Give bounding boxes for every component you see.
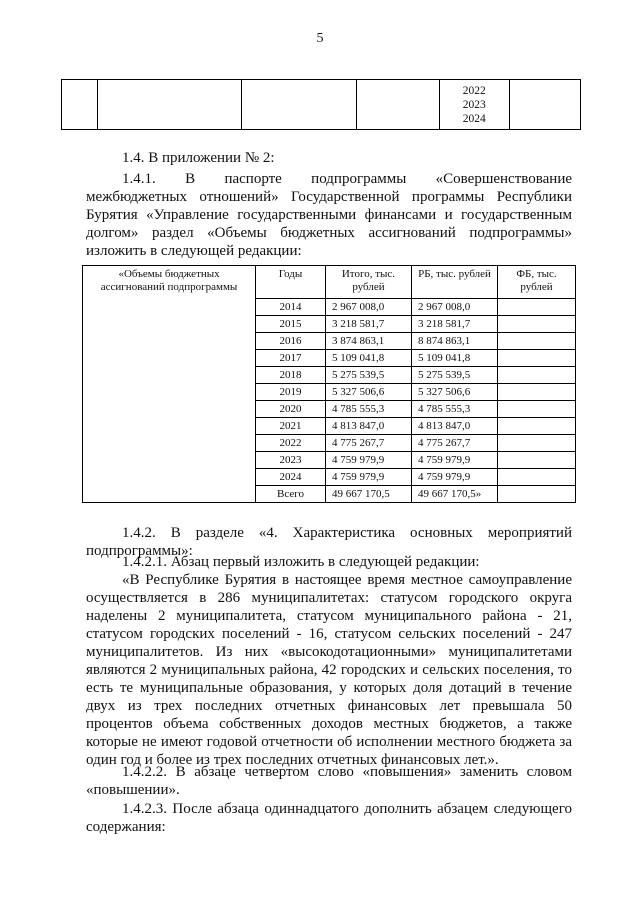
cell-fb (498, 316, 576, 333)
cell-fb (498, 452, 576, 469)
section-1-4-2-2: 1.4.2.2. В абзаце четвертом слово «повышения» заменить словом «повышении». (86, 764, 572, 798)
cell-fb (498, 418, 576, 435)
table-cell (98, 80, 242, 130)
section-1-4-2: 1.4.2. В разделе «4. Характеристика основных мероприятий подпрограммы»: (86, 525, 572, 559)
cell-rb: 4 759 979,9 (411, 452, 497, 469)
header-years: Годы (256, 266, 326, 299)
header-total: Итого, тыс. рублей (325, 266, 411, 299)
cell-total: 4 785 555,3 (325, 401, 411, 418)
section-1-4-1: 1.4.1. В паспорте подпрограммы «Совершенствование межбюджетных отношений» Государственной программы Республики Бурятия «Управление государственными финансами и государственным долгом» раздел «Объемы бюджетных ассигнований подпрограммы» изложить в следующей редакции: (86, 171, 572, 259)
header-rb: РБ, тыс. рублей (411, 266, 497, 299)
cell-total: 2 967 008,0 (325, 299, 411, 316)
cell-rb: 5 327 506,6 (411, 384, 497, 401)
cell-fb (498, 469, 576, 486)
table-cell (62, 80, 98, 130)
cell-rb: 4 759 979,9 (411, 469, 497, 486)
cell-fb (498, 299, 576, 316)
cell-year: 2016 (256, 333, 326, 350)
cell-fb (498, 401, 576, 418)
table-header-row (83, 266, 576, 299)
cell-year: 2022 (256, 435, 326, 452)
cell-fb (498, 486, 576, 503)
table-cell (356, 80, 439, 130)
cell-rb: 49 667 170,5» (411, 486, 497, 503)
cell-rb: 4 775 267,7 (411, 435, 497, 452)
section-1-4: 1.4. В приложении № 2: (122, 150, 275, 166)
cell-fb (498, 435, 576, 452)
cell-total: 5 327 506,6 (325, 384, 411, 401)
cell-rb: 3 218 581,7 (411, 316, 497, 333)
cell-total: 3 874 863,1 (325, 333, 411, 350)
table-cell (242, 80, 356, 130)
cell-year: 2024 (256, 469, 326, 486)
table-row (62, 80, 581, 130)
cell-total: 4 759 979,9 (325, 469, 411, 486)
table-cell (509, 80, 580, 130)
continuation-table (61, 79, 581, 130)
cell-year: 2015 (256, 316, 326, 333)
cell-rb: 4 785 555,3 (411, 401, 497, 418)
quote-paragraph: «В Республике Бурятия в настоящее время местное самоуправление осуществляется в 286 муниципалитетах: статусом городского округа наделены 2 муниципалитета, статусом муниципального района - 21, статусом городских поселений - 16, статусом сельских поселений - 247 муниципалитетов. Из них «высокодотационными» муниципалитетами являются 2 муниципальных района, 42 городских и сельских поселения, то есть те муниципальные образования, у которых доля дотаций в течение двух из трех последних отчетных финансовых лет превышала 50 процентов объема собственных доходов местных бюджетов, а также которые не имеют годовой отчетности об исполнении местного бюджета за один год и более из трех последних отчетных финансовых лет.». (86, 572, 572, 768)
section-1-4-2-3: 1.4.2.3. После абзаца одиннадцатого дополнить абзацем следующего содержания: (86, 801, 572, 835)
cell-total: 4 813 847,0 (325, 418, 411, 435)
cell-rb: 8 874 863,1 (411, 333, 497, 350)
year-item: 2024 (462, 112, 486, 125)
cell-year: 2021 (256, 418, 326, 435)
section-1-4-2-1: 1.4.2.1. Абзац первый изложить в следующей редакции: (122, 554, 480, 570)
cell-total: 3 218 581,7 (325, 316, 411, 333)
cell-year: 2017 (256, 350, 326, 367)
cell-rb: 5 109 041,8 (411, 350, 497, 367)
years-cell (439, 80, 509, 130)
cell-rb: 2 967 008,0 (411, 299, 497, 316)
cell-fb (498, 350, 576, 367)
cell-fb (498, 384, 576, 401)
budget-label: «Объемы бюджетных ассигнований подпрограммы (83, 266, 256, 503)
page-number: 5 (316, 31, 324, 46)
cell-total: 5 109 041,8 (325, 350, 411, 367)
cell-fb (498, 333, 576, 350)
cell-total: 4 759 979,9 (325, 452, 411, 469)
cell-year: 2023 (256, 452, 326, 469)
cell-total: 4 775 267,7 (325, 435, 411, 452)
cell-year: 2020 (256, 401, 326, 418)
cell-year: 2014 (256, 299, 326, 316)
cell-rb: 4 813 847,0 (411, 418, 497, 435)
cell-year: 2019 (256, 384, 326, 401)
year-item: 2023 (462, 98, 486, 111)
cell-year: Всего (256, 486, 326, 503)
year-item: 2022 (462, 84, 486, 97)
cell-total: 49 667 170,5 (325, 486, 411, 503)
cell-year: 2018 (256, 367, 326, 384)
cell-total: 5 275 539,5 (325, 367, 411, 384)
header-fb: ФБ, тыс. рублей (498, 266, 576, 299)
cell-rb: 5 275 539,5 (411, 367, 497, 384)
budget-table (82, 265, 576, 503)
cell-fb (498, 367, 576, 384)
